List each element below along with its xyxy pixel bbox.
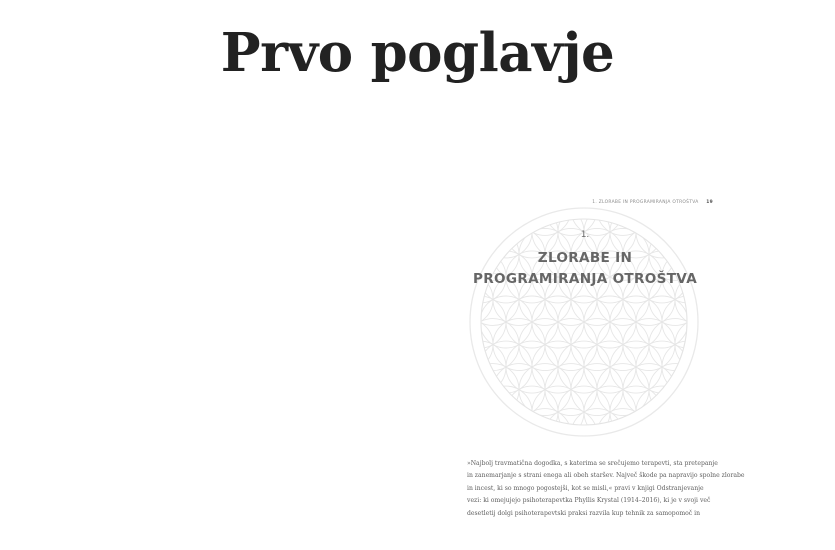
chapter-title [450, 248, 720, 290]
flower-petal-circle [571, 183, 623, 235]
chapter-title-line-2: PROGRAMIRANJA OTROŠTVA [472, 271, 698, 287]
flower-petal-circle [545, 183, 597, 235]
chapter-number: 1. [580, 230, 590, 240]
body-line: »Najbolj travmatična dogodka, s katerima se srečujemo terapevti, sta pretepanje [467, 460, 718, 467]
flower-petal-circle [441, 319, 493, 371]
body-line: vezi: ki omejujejo psihoterapevtka Phyllis Krystal (1914–2016), ki je v svoji več [467, 497, 711, 505]
flower-petal-circle [675, 319, 727, 371]
chapter-body-text [467, 458, 745, 520]
flower-of-life-icon [467, 205, 701, 439]
book-page-scan [450, 195, 745, 520]
flower-petal-circle [662, 296, 714, 348]
flower-petal-circle [571, 409, 623, 461]
flower-petal-circle [454, 296, 506, 348]
flower-petal-circle [480, 386, 532, 438]
running-header-text: 1. ZLORABE IN PROGRAMIRANJA OTROŠTVA [592, 200, 699, 205]
flower-petal-circle [454, 341, 506, 393]
flower-petal-circle [545, 409, 597, 461]
flower-petal-circle [636, 386, 688, 438]
body-line: desetletij dolgi psihoterapevtski praksi razvila kup tehnik za samopomoč in [467, 509, 701, 517]
flower-petal-circle [662, 341, 714, 393]
body-line: in zanemarjanje s strani enega ali obeh staršev. Največ škode pa napravijo spolne zlorabe [467, 472, 745, 480]
chapter-title-line-1: ZLORABE IN [537, 250, 633, 266]
page-number: 19 [706, 200, 713, 205]
slide-title: Prvo poglavje [220, 22, 615, 84]
body-line: in incest, ki so mnogo pogostejši, kot se misli,« pravi v knjigi Odstranjevanje [467, 484, 704, 492]
